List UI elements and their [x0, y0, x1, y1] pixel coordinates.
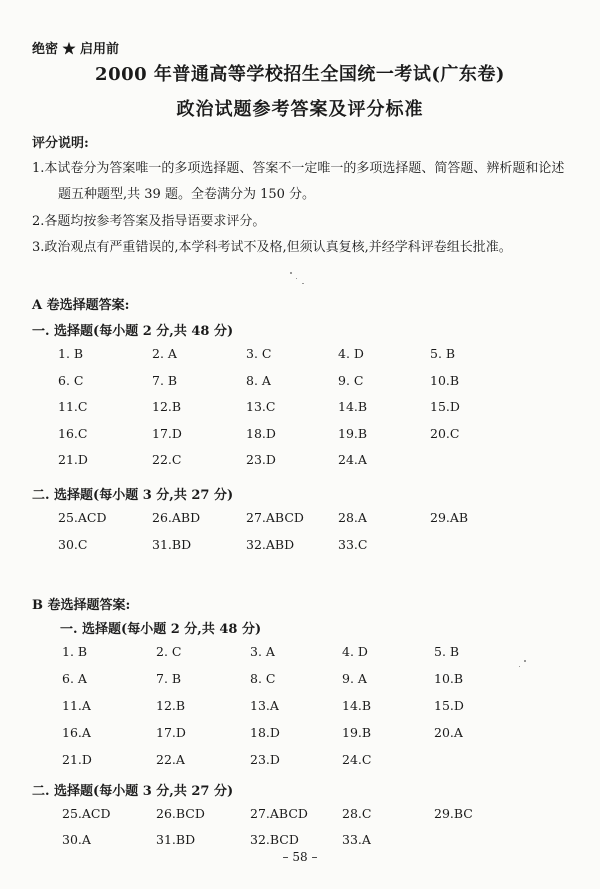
answer-cell: 30.A: [62, 832, 91, 847]
answer-cell: 8. A: [246, 372, 271, 388]
answer-cell: 14.B: [338, 399, 368, 414]
answer-cell: 16.C: [58, 425, 88, 441]
answer-cell: 16.A: [62, 725, 91, 740]
answer-cell: 6. A: [62, 671, 87, 686]
answer-cell: 7. B: [152, 372, 178, 388]
answer-cell: 19.B: [342, 725, 372, 740]
answer-cell: 13.C: [246, 399, 276, 414]
answer-cell: 2. C: [156, 644, 182, 659]
confidential-mark: 绝密 ★ 启用前: [32, 42, 120, 57]
answer-cell: 20.C: [430, 425, 460, 441]
answer-cell: 28.C: [342, 806, 372, 821]
answer-cell: 31.BD: [152, 536, 192, 552]
note-line-1b: 题五种题型,共 39 题。全卷满分为 150 分。: [58, 187, 316, 202]
b-paper-heading: B 卷选择题答案:: [32, 598, 131, 613]
answer-cell: 24.A: [338, 452, 367, 467]
answer-cell: 10.B: [434, 671, 464, 686]
answer-cell: 3. A: [250, 644, 275, 659]
answer-cell: 25.ACD: [62, 806, 111, 821]
answer-cell: 1. B: [62, 644, 88, 659]
answer-cell: 25.ACD: [58, 510, 107, 525]
answer-cell: 19.B: [338, 425, 368, 441]
note-line-2: 2.各题均按参考答案及指导语要求评分。: [32, 214, 266, 229]
answer-cell: 17.D: [156, 725, 186, 740]
a-paper-heading: A 卷选择题答案:: [32, 298, 130, 313]
answer-cell: 13.A: [250, 698, 279, 713]
answer-cell: 8. C: [250, 671, 276, 686]
answer-cell: 21.D: [62, 752, 92, 767]
scan-speck: [524, 660, 526, 662]
answer-cell: 5. B: [430, 346, 456, 361]
note-line-3: 3.政治观点有严重错误的,本学科考试不及格,但须认真复核,并经学科评卷组长批准。: [32, 240, 512, 255]
document-subtitle: 政治试题参考答案及评分标准: [176, 99, 424, 120]
a-section2-title: 二. 选择题(每小题 3 分,共 27 分): [32, 488, 234, 503]
answer-cell: 3. C: [246, 346, 272, 361]
scan-speck: [296, 278, 297, 279]
answer-cell: 17.D: [152, 425, 182, 441]
answer-cell: 30.C: [58, 536, 88, 552]
answer-cell: 14.B: [342, 698, 372, 713]
answer-cell: 31.BD: [156, 832, 196, 847]
answer-cell: 10.B: [430, 372, 460, 388]
answer-cell: 4. D: [342, 644, 368, 659]
b-section2-title: 二. 选择题(每小题 3 分,共 27 分): [32, 784, 234, 799]
answer-cell: 15.D: [434, 698, 464, 713]
page-number: – 58 –: [282, 850, 318, 864]
answer-cell: 5. B: [434, 644, 460, 659]
note-line-1a: 1.本试卷分为答案唯一的多项选择题、答案不一定唯一的多项选择题、简答题、辨析题和论述: [32, 161, 565, 176]
answer-cell: 11.C: [58, 399, 88, 414]
scan-speck: [290, 272, 292, 274]
answer-cell: 22.C: [152, 452, 182, 467]
answer-cell: 33.C: [338, 536, 368, 552]
answer-cell: 2. A: [152, 346, 177, 361]
answer-cell: 7. B: [156, 671, 182, 686]
answer-cell: 4. D: [338, 346, 364, 361]
answer-cell: 33.A: [342, 832, 371, 847]
answer-cell: 27.ABCD: [246, 510, 304, 525]
answer-cell: 18.D: [246, 425, 276, 441]
answer-cell: 15.D: [430, 399, 460, 414]
answer-cell: 1. B: [58, 346, 84, 361]
answer-cell: 26.BCD: [156, 806, 205, 821]
scan-speck: [302, 283, 304, 284]
answer-cell: 12.B: [156, 698, 186, 713]
answer-cell: 27.ABCD: [250, 806, 308, 821]
scan-speck: [519, 666, 520, 667]
answer-cell: 21.D: [58, 452, 88, 467]
answer-cell: 11.A: [62, 698, 91, 713]
answer-cell: 23.D: [246, 452, 276, 467]
answer-cell: 32.BCD: [250, 832, 299, 847]
b-section1-title: 一. 选择题(每小题 2 分,共 48 分): [60, 622, 262, 637]
document-title: 2000 年普通高等学校招生全国统一考试(广东卷): [95, 64, 505, 85]
answer-cell: 22.A: [156, 752, 185, 767]
answer-cell: 20.A: [434, 725, 463, 740]
answer-cell: 29.BC: [434, 806, 473, 821]
answer-cell: 12.B: [152, 399, 182, 414]
answer-cell: 23.D: [250, 752, 280, 767]
a-section1-title: 一. 选择题(每小题 2 分,共 48 分): [32, 324, 234, 339]
answer-cell: 6. C: [58, 372, 84, 388]
answer-cell: 29.AB: [430, 510, 469, 525]
answer-cell: 18.D: [250, 725, 280, 740]
answer-cell: 28.A: [338, 510, 367, 525]
answer-cell: 24.C: [342, 752, 372, 767]
answer-cell: 26.ABD: [152, 510, 201, 525]
notes-heading: 评分说明:: [32, 136, 89, 151]
answer-cell: 32.ABD: [246, 536, 295, 552]
answer-cell: 9. C: [338, 372, 364, 388]
answer-cell: 9. A: [342, 671, 367, 686]
